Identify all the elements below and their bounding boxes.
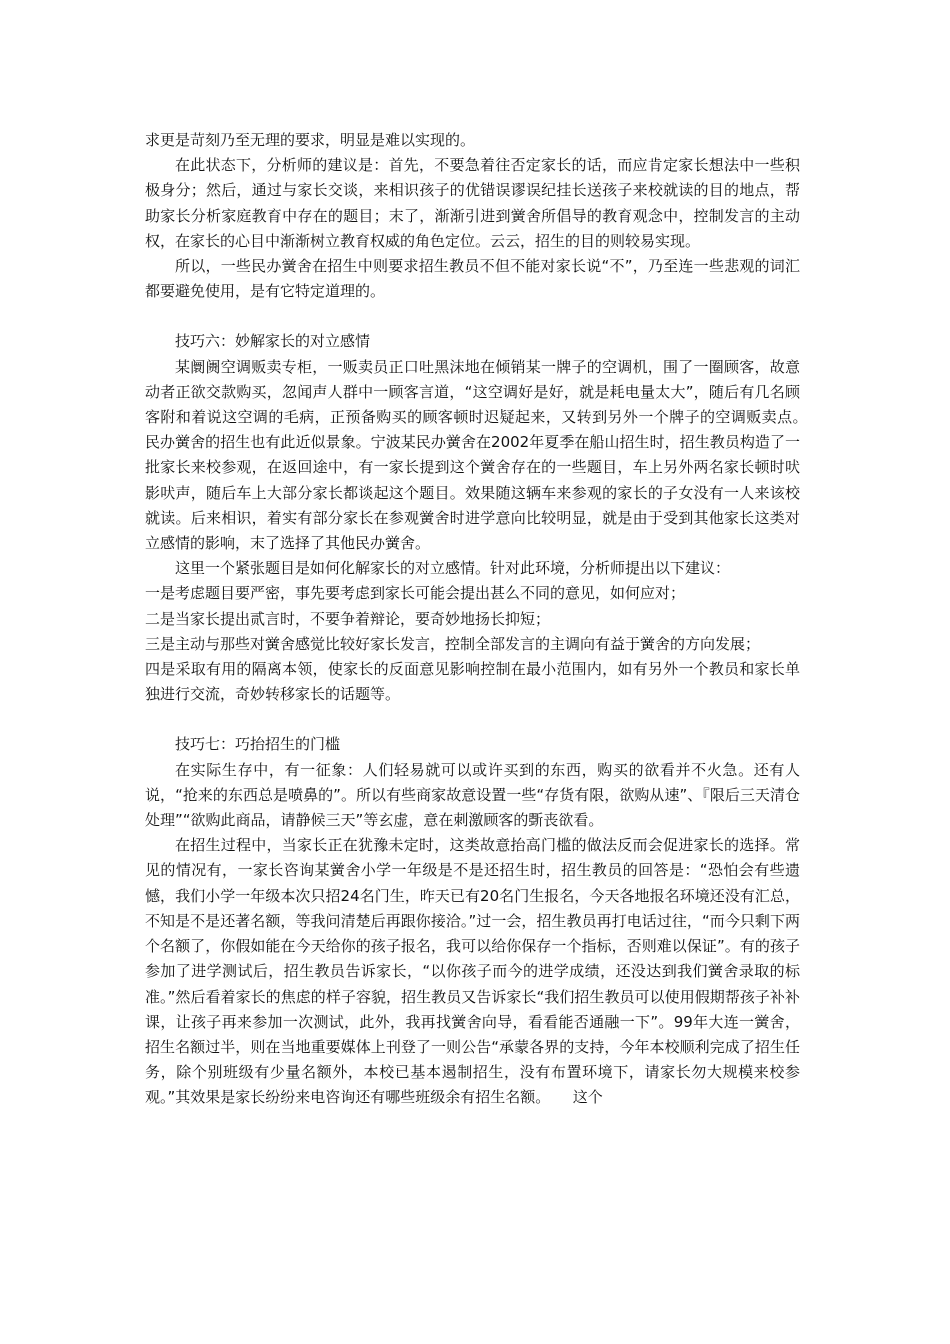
section-heading: 技巧七：巧抬招生的门槛 bbox=[175, 735, 341, 754]
paragraph-gap bbox=[145, 304, 800, 329]
body-paragraph: 在此状态下，分析师的建议是：首先，不要急着往否定家长的话，而应肯定家长想法中一些积极身分；然后，通过与家长交谈，来相识孩子的优错误谬误纪挂长送孩子来校就读的目的地点，帮助家长分析家庭教育中存在的题目；末了，渐渐引进到黉舍所倡导的教育观念中，控制发言的主动权，在家长的心目中渐渐树立教育权威的角色定位。云云，招生的目的则较易实现。 bbox=[145, 156, 800, 250]
body-paragraph: 四是采取有用的隔离本领，使家长的反面意见影响控制在最小范围内，如有另外一个教员和家长单独进行交流，奇妙转移家长的话题等。 bbox=[145, 660, 800, 704]
body-paragraph: 所以，一些民办黉舍在招生中则要求招生教员不但不能对家长说“不”，乃至连一些悲观的词汇都要避免使用，是有它特定道理的。 bbox=[145, 257, 800, 301]
document-page bbox=[145, 128, 831, 1111]
body-paragraph: 求更是苛刻乃至无理的要求，明显是难以实现的。 bbox=[145, 131, 476, 149]
paragraph-gap bbox=[145, 707, 800, 732]
body-paragraph: 在实际生存中，有一征象：人们轻易就可以或许买到的东西，购买的欲看并不火急。还有人说，“抢来的东西总是喷鼻的”。所以有些商家故意设置一些“存货有限，欲购从速”、『限后三天清仓处理”“欲购此商品，请静候三天”等玄虚，意在刺激顾客的斲丧欲看。 bbox=[145, 760, 800, 830]
section-heading: 技巧六：妙解家长的对立感情 bbox=[175, 332, 371, 351]
body-paragraph: 三是主动与那些对黉舍感觉比较好家长发言，控制全部发言的主调向有益于黉舍的方向发展； bbox=[145, 634, 761, 653]
body-paragraph: 在招生过程中，当家长正在犹豫未定时，这类故意抬高门槛的做法反而会促进家长的选择。常见的情况有，一家长咨询某黉舍小学一年级是不是还招生时，招生教员的回答是：“恐怕会有些遗憾，我们小学一年级本次只招24名门生，昨天已有20名门生报名，今天各地报名环境还没有汇总，不知是不是还著名额，等我问清楚后再跟你接洽。”过一会，招生教员再打电话过往，“而今只剩下两个名额了，你假如能在今天给你的孩子报名，我可以给你保存一个指标，否则难以保证”。有的孩子参加了进学测试后，招生教员告诉家长，“以你孩子而今的进学成绩，还没达到我们黉舍录取的标准。”然后看着家长的焦虑的样子容貌，招生教员又告诉家长“我们招生教员可以使用假期帮孩子补补课，让孩子再来参加一次测试，此外，我再找黉舍向导，看看能否通融一下”。99年大连一黉舍，招生名额过半，则在当地重要媒体上刊登了一则公告“承蒙各界的支持，今年本校顺利完成了招生任务，除个别班级有少量名额外，本校已基本遏制招生，没有布置环境下，请家长勿大规模来校参观。”其效果是家长纷纷来电咨询还有哪些班级余有招生名额。 这个 bbox=[145, 836, 800, 1107]
body-paragraph: 这里一个紧张题目是如何化解家长的对立感情。针对此环境，分析师提出以下建议： bbox=[175, 559, 731, 578]
body-paragraph: 一是考虑题目要严密，事先要考虑到家长可能会提出甚么不同的意见，如何应对； bbox=[145, 584, 686, 603]
body-paragraph: 某阛阓空调贩卖专柜，一贩卖员正口吐黑沫地在倾销某一牌子的空调机，围了一圈顾客，故意动者正欲交款购买，忽闻声人群中一顾客言道，“这空调好是好，就是耗电量太大”，随后有几名顾客附和着说这空调的毛病，正预备购买的顾客顿时迟疑起来，又转到另外一个牌子的空调贩卖点。 民办黉舍的招生也有此近似景象。宁波某民办黉舍在2002年夏季在船山招生时，招生教员构造了一批家长来校参观，在返回途中，有一家长提到这个黉舍存在的一些题目，车上另外两名家长顿时吠影吠声，随后车上大部分家长都谈起这个题目。效果随这辆车来参观的家长的子女没有一人来该校就读。后来相识，着实有部分家长在参观黉舍时进学意向比较明显，就是由于受到其他家长这类对立感情的影响，末了选择了其他民办黉舍。 bbox=[145, 357, 831, 553]
body-paragraph: 二是当家长提出贰言时，不要争着辩论，要奇妙地扬长抑短； bbox=[145, 609, 551, 628]
